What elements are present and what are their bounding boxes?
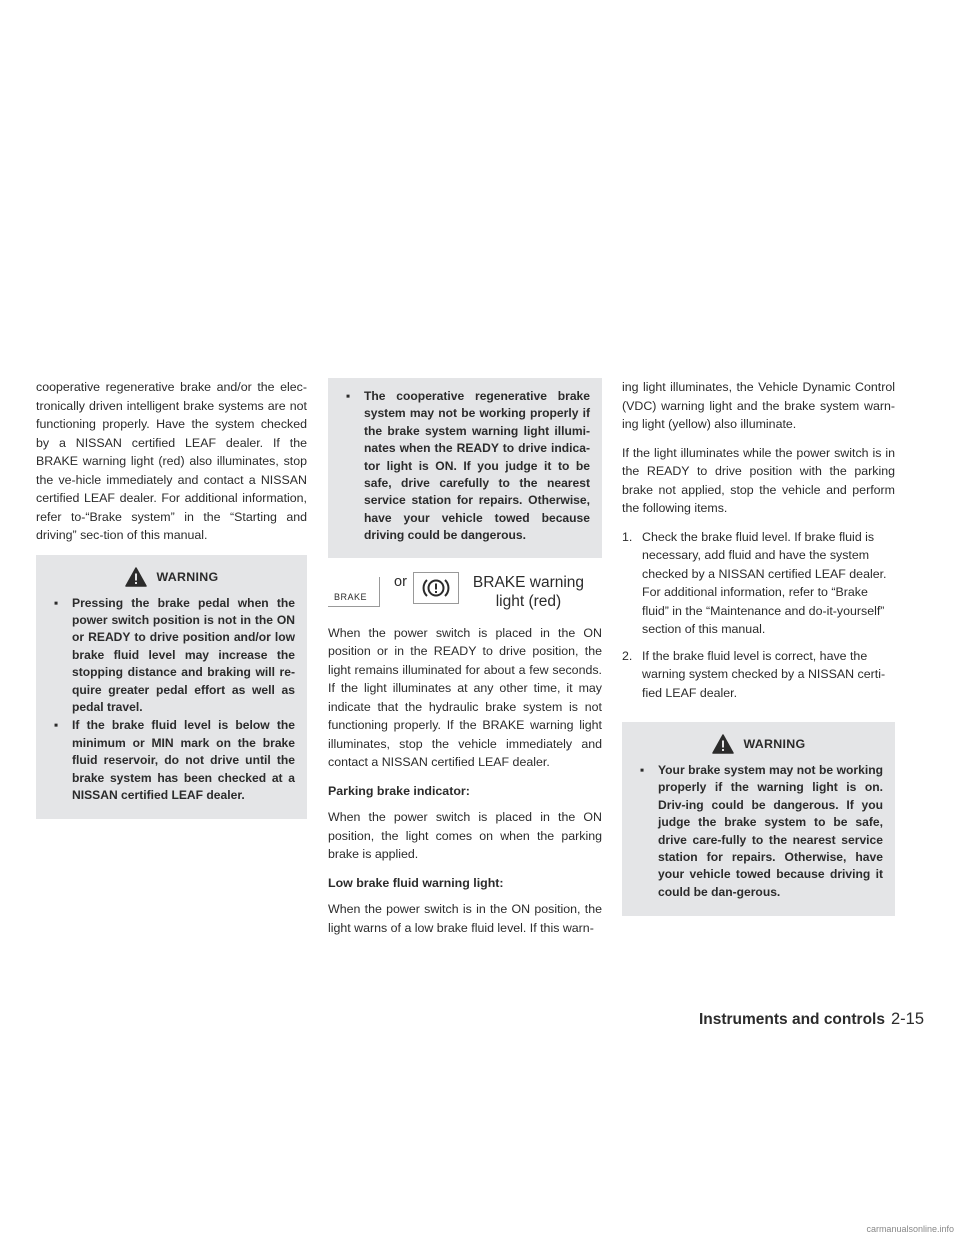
low-fluid-paragraph: When the power switch is in the ON position, the light warns of a low brake fluid level. If this warn-: [328, 902, 602, 935]
bullet: ▪: [640, 763, 645, 777]
warning-item-text: Your brake system may not be working properly if the warning light is on. Driv-ing could be dangerous. If you judge the brake system to be safe, drive care-fully to the nearest service station for repairs. Otherwise, have your vehicle towed because driving it could be dan-gerous.: [658, 763, 883, 899]
warning-header: [634, 734, 883, 754]
brake-indicator-text: BRAKE: [334, 591, 368, 602]
bullet: ▪: [346, 389, 351, 403]
warning-item-text: The cooperative regenerative brake system may not be working properly if the brake system warning light illumi-nates when the READY to drive indica-tor light is ON. If you judge it to be safe, drive carefully to the nearest service station for repairs. Otherwise, have your vehicle towed because driving could be dangerous.: [364, 389, 590, 543]
parking-brake-icon: [421, 576, 451, 600]
warning-box-continued: [328, 378, 602, 558]
parking-brake-paragraph: When the power switch is placed in the ON position, the light comes on when the parking brake is applied.: [328, 810, 602, 862]
warning-box-left: [36, 555, 307, 820]
column-middle: [328, 378, 602, 947]
indicator-label-line2: light (red): [495, 592, 562, 610]
warning-title: WARNING: [156, 569, 219, 584]
watermark: carmanualsonline.info: [866, 1224, 954, 1234]
footer-section-title: Instruments and controls: [698, 1011, 885, 1028]
step-text: Check the brake fluid level. If brake fluid is necessary, add fluid and have the system checked by a NISSAN certified LEAF dealer. For additional information, refer to “Brake fluid” in the “Maintenance and do-it-yourself” section of this manual.: [642, 529, 887, 636]
step-text: If the brake fluid level is correct, have the warning system checked by a NISSAN certi-fied LEAF dealer.: [642, 648, 886, 700]
brake-light-paragraph: When the power switch is placed in the ON position or in the READY to drive position, the light remains illuminated for about a few seconds. If the light illuminates at any other time, it may indicate that the hydraulic brake system is not functioning properly. If the BRAKE warning light illuminates, stop the vehicle immediately and contact a NISSAN certified LEAF dealer.: [328, 625, 602, 770]
indicator-label-line1: BRAKE warning: [472, 573, 585, 591]
step-number: 2.: [622, 648, 633, 663]
warning-item: [340, 388, 590, 545]
column-right: [622, 378, 895, 916]
warning-box-right: [622, 722, 895, 916]
warning-item: [48, 595, 295, 717]
warning-list: [48, 595, 295, 805]
vdc-paragraph: ing light illuminates, the Vehicle Dynamic Control (VDC) warning light and the brake system warn-ing light (yellow) also illuminate.: [622, 380, 895, 431]
low-fluid-heading: Low brake fluid warning light:: [328, 875, 504, 890]
warning-list-continued: [340, 388, 590, 545]
warning-item-text: Pressing the brake pedal when the power switch position is not in the ON or READY to drive position and/or low brake fluid level may increase the stopping distance and braking will re-quire greater pedal effort as well as pedal travel.: [72, 595, 295, 714]
warning-title: WARNING: [743, 737, 806, 751]
warning-triangle-icon: [125, 567, 147, 587]
parking-brake-indicator: [413, 572, 459, 604]
footer-page-number: 2-15: [890, 1010, 924, 1028]
intro-paragraph: cooperative regenerative brake and/or the elec-tronically driven intelligent brake systems are not functioning properly. Have the system checked by a NISSAN certified LEAF dealer. If the BRAKE warning light (red) also illuminates, stop the ve-hicle immediately and contact a NISSAN certified LEAF dealer. For additional information, refer to-“Brake system” in the “Starting and driving” sec-tion of this manual.: [36, 380, 307, 542]
brake-text-indicator: [328, 577, 380, 607]
bullet: ▪: [54, 595, 59, 610]
warning-item: [48, 717, 295, 804]
or-text: or: [394, 573, 407, 590]
ready-paragraph: If the light illuminates while the power switch is in the READY to drive position with the parking brake not applied, stop the vehicle and perform the following items.: [622, 445, 895, 515]
step-item: [622, 528, 895, 639]
indicator-label: [473, 573, 584, 611]
warning-triangle-icon: [712, 734, 734, 754]
steps-list: [622, 528, 895, 703]
step-item: [622, 647, 895, 703]
warning-item-text: If the brake fluid level is below the minimum or MIN mark on the brake fluid reservoir, do not drive until the brake system has been checked at a NISSAN certified LEAF dealer.: [72, 718, 295, 802]
brake-indicator-row: [328, 572, 602, 612]
warning-item: [634, 762, 883, 901]
page-footer: [699, 1010, 924, 1029]
warning-list: [634, 762, 883, 901]
parking-brake-heading: Parking brake indicator:: [328, 783, 470, 798]
column-left: [36, 378, 307, 819]
step-number: 1.: [622, 529, 633, 544]
warning-header: [48, 567, 295, 587]
bullet: ▪: [54, 718, 59, 733]
